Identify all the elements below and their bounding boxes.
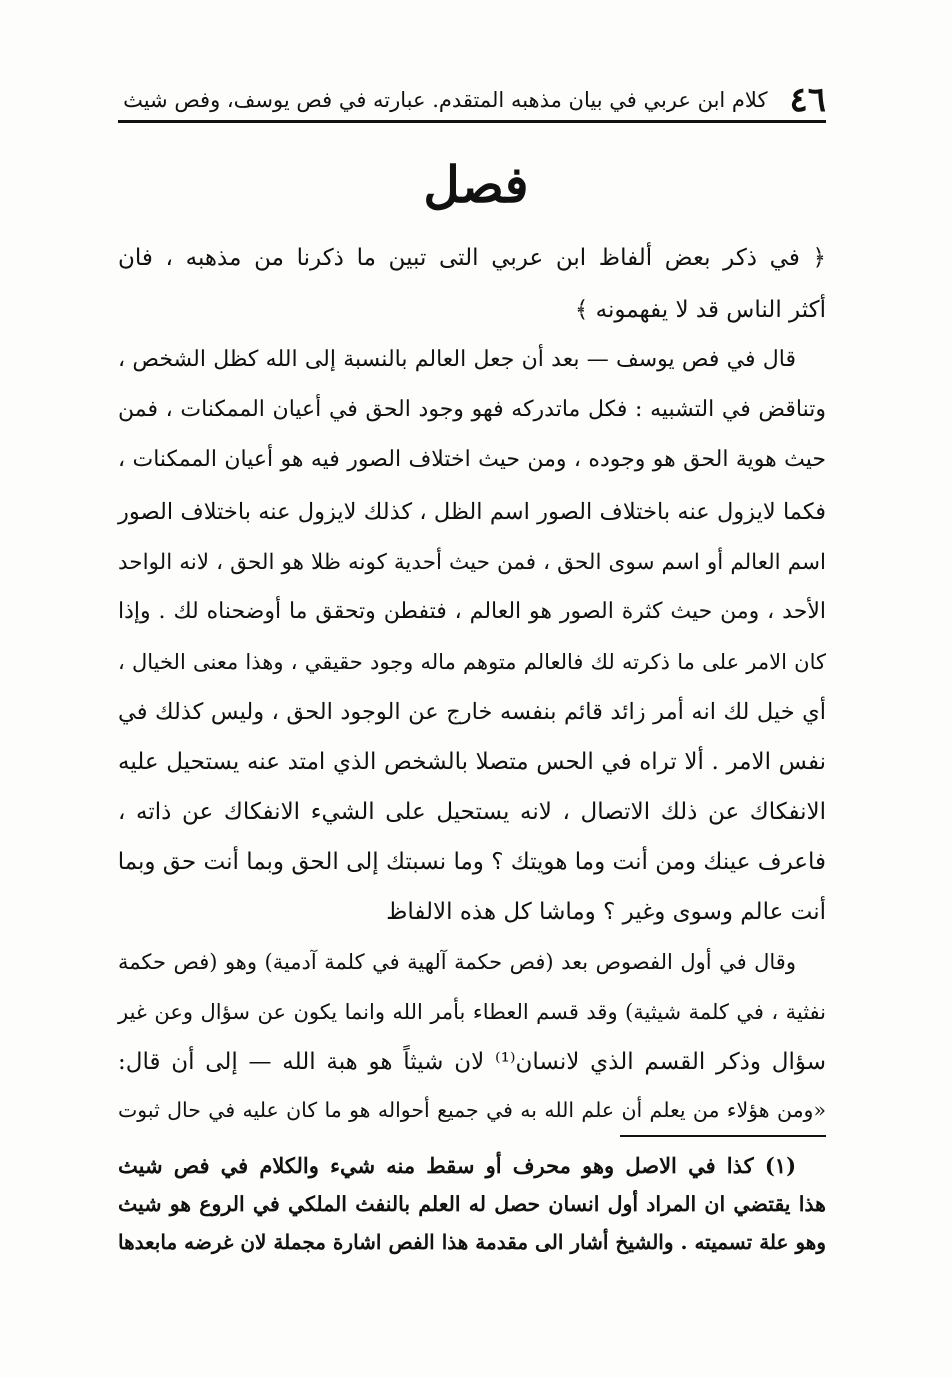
section-title: فصل (423, 155, 529, 214)
body-line: نفس الامر . ألا تراه في الحس متصلا بالشخص الذي امتد عنه يستحيل عليه (118, 749, 826, 775)
footnote-line: (١) كذا في الاصل وهو محرف أو سقط منه شيء والكلام في فص شيث (118, 1153, 796, 1178)
body-line: وقال في أول الفصوص بعد (فص حكمة آلهية في كلمة آدمية) وهو (فص حكمة (118, 950, 796, 974)
header-rule (118, 120, 826, 123)
footnote-rule (620, 1135, 826, 1137)
body-line: أي خيل لك انه أمر زائد قائم بنفسه خارج عن الوجود الحق ، وليس كذلك في (118, 699, 826, 725)
body-line: ﴿ في ذكر بعض ألفاظ ابن عربي التى تبين ما ذكرنا من مذهبه ، فان (118, 245, 826, 271)
body-line: فاعرف عينك ومن أنت وما هويتك ؟ وما نسبتك إلى الحق وبما أنت حق وبما (117, 849, 826, 875)
body-line: سؤال وذكر القسم الذي لانسان⁽¹⁾ لان شيثاً هو هبة الله — إلى أن قال: (118, 1049, 826, 1075)
running-title: كلام ابن عربي في بيان مذهبه المتقدم. عبارته في فص يوسف، وفص شيث (123, 88, 768, 112)
body-line: كان الامر على ما ذكرته لك فالعالم متوهم ماله وجود حقيقي ، وهذا معنى الخيال ، (118, 650, 826, 674)
body-line: قال في فص يوسف — بعد أن جعل العالم بالنسبة إلى الله كظل الشخص ، (118, 347, 796, 372)
body-line: نفثية ، في كلمة شيثية) وقد قسم العطاء بأمر الله وانما يكون عن سؤال وعن غير (118, 1000, 826, 1024)
footnote-line: هذا يقتضي ان المراد أول انسان حصل له العلم بالنفث الملكي في الروع هو شيث (118, 1192, 826, 1216)
body-line: أكثر الناس قد لا يفهمونه ﴾ (574, 297, 826, 323)
body-line: وتناقض في التشبيه : فكل ماتدركه فهو وجود الحق في أعيان الممكنات ، فمن (118, 397, 826, 422)
running-header (118, 78, 826, 118)
page-number: ٤٦ (789, 80, 826, 120)
body-line: أنت عالم وسوى وغير ؟ وماشا كل هذه الالفاظ (386, 899, 826, 925)
body-line: «ومن هؤلاء من يعلم أن علم الله به في جميع أحواله هو ما كان عليه في حال ثبوت (118, 1098, 826, 1122)
body-line: الأحد ، ومن حيث كثرة الصور هو العالم ، فتفطن وتحقق ما أوضحناه لك . وإذا (118, 599, 826, 624)
body-line: حيث هوية الحق هو وجوده ، ومن حيث اختلاف الصور فيه هو أعيان الممكنات ، (118, 447, 826, 472)
footnote-line: وهو علة تسميته . والشيخ أشار الى مقدمة هذا الفص اشارة مجملة لان غرضه مابعدها (118, 1230, 826, 1254)
body-line: فكما لايزول عنه باختلاف الصور اسم الظل ، كذلك لايزول عنه باختلاف الصور (118, 499, 826, 525)
body-line: الانفكاك عن ذلك الاتصال ، لانه يستحيل على الشيء الانفكاك عن ذاته ، (118, 799, 826, 825)
body-line: اسم العالم أو اسم سوى الحق ، فمن حيث أحدية كونه ظلا هو الحق ، لانه الواحد (118, 550, 826, 575)
